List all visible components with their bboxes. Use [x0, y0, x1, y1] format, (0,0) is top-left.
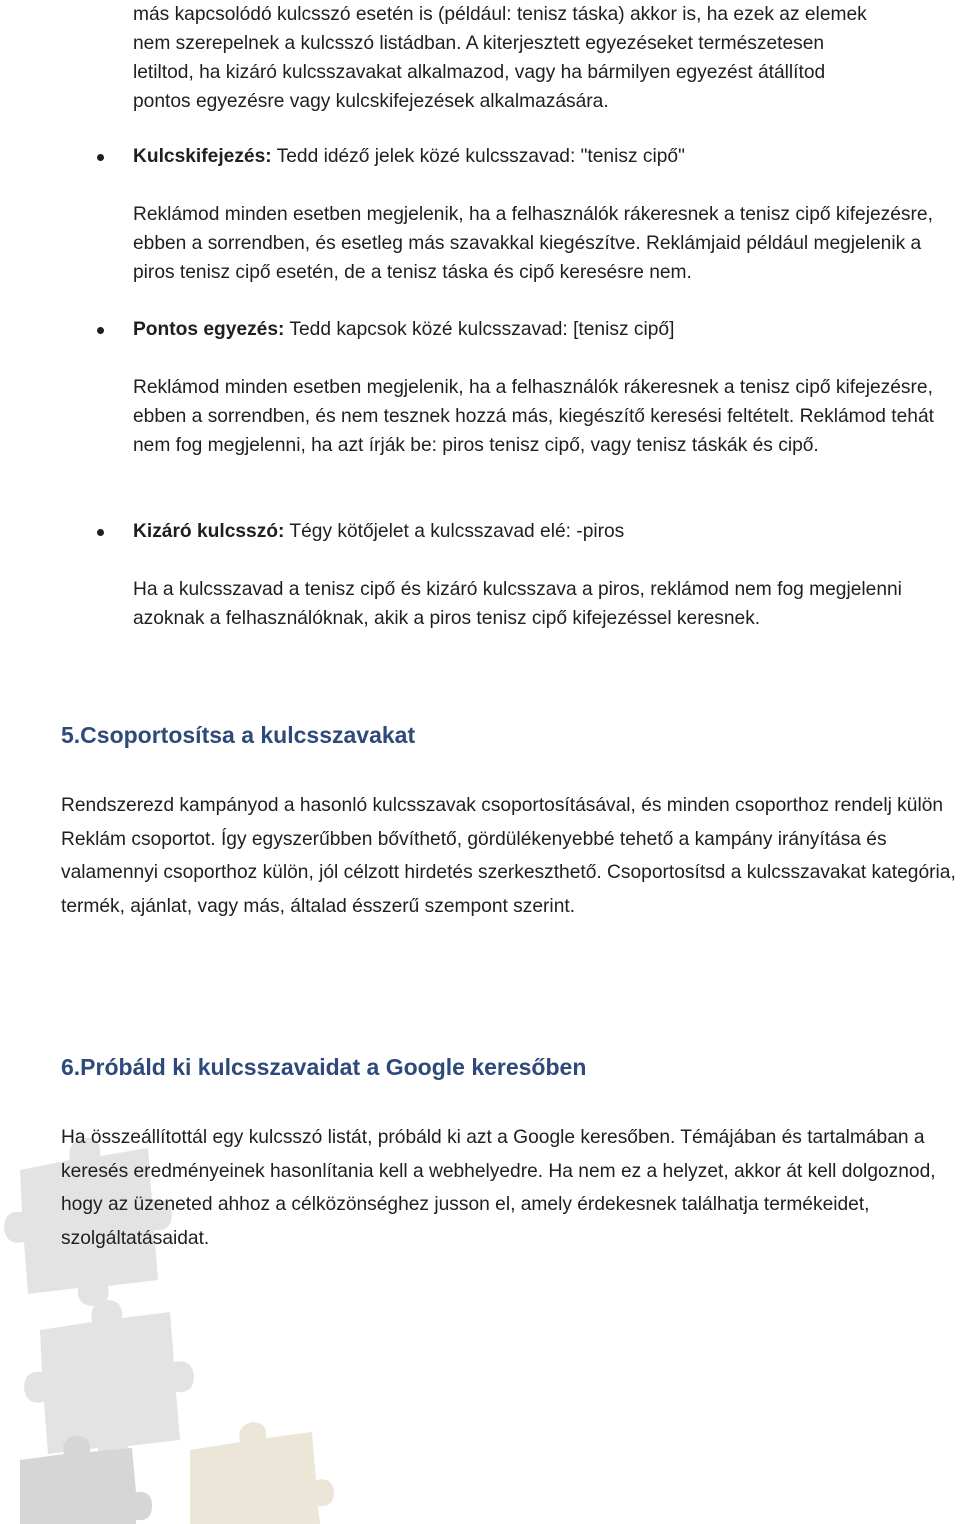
section-title: 5.Csoportosítsa a kulcsszavakat	[61, 722, 416, 748]
intro-paragraph	[133, 0, 953, 116]
bullet-heading	[133, 315, 953, 344]
bullet-icon	[97, 154, 104, 161]
bullet-item-pontos-egyezes	[133, 315, 953, 460]
bullet-heading	[133, 517, 953, 546]
section-title: 6.Próbáld ki kulcsszavaidat a Google keresőben	[61, 1054, 587, 1080]
section-paragraph: Rendszerezd kampányod a hasonló kulcsszavak csoportosításával, és minden csoporthoz rendelj külön Reklám csoportot. Így egyszerűbben bővíthető, gördülékenyebbé tehető a kampány irányítása és valamennyi csoporthoz külön, jól célzott hirdetés szerkeszthető. Csoportosítsd a kulcsszavakat kategória, termék, ajánlat, vagy más, általad ésszerű szempont szerint.	[61, 795, 956, 917]
bullet-label: Pontos egyezés:	[133, 319, 285, 340]
bullet-icon	[97, 529, 104, 536]
bullet-body: Reklámod minden esetben megjelenik, ha a felhasználók rákeresnek a tenisz cipő kifejezésre, ebben a sorrendben, és nem tesznek hozzá más, kiegészítő keresési feltételt. Reklámod tehát nem fog megjelenni, ha azt írják be: piros tenisz cipő, vagy tenisz táskák és cipő.	[133, 377, 934, 456]
bullet-rule: Tedd idéző jelek közé kulcsszavad: "tenisz cipő"	[271, 146, 685, 167]
bullet-item-kulcskifejezes	[133, 142, 953, 287]
bullet-body: Ha a kulcsszavad a tenisz cipő és kizáró kulcsszava a piros, reklámod nem fog megjelenni azoknak a felhasználóknak, akik a piros tenisz cipő kifejezéssel keresnek.	[133, 579, 902, 629]
section-paragraph: Ha összeállítottál egy kulcsszó listát, próbáld ki azt a Google keresőben. Témájában és tartalmában a keresés eredményeinek hasonlítania kell a webhelyedre. Ha nem ez a helyzet, akkor át kell dolgoznod, hogy az üzeneted ahhoz a célközönséghez jusson el, amely érdekesnek találhatja termékeidet, szolgáltatásaidat.	[61, 1127, 936, 1249]
bullet-heading	[133, 142, 953, 171]
intro-line: letiltod, ha kizáró kulcsszavakat alkalmazod, vagy ha bármilyen egyezést átállítod	[133, 62, 826, 83]
intro-line: pontos egyezésre vagy kulcskifejezések alkalmazására.	[133, 91, 609, 112]
bullet-item-kizaro-kulcsszo	[133, 517, 953, 633]
bullet-label: Kulcskifejezés:	[133, 146, 272, 167]
bullet-label: Kizáró kulcsszó:	[133, 521, 285, 542]
bullet-rule: Tedd kapcsok közé kulcsszavad: [tenisz cipő]	[284, 319, 675, 340]
bullet-body: Reklámod minden esetben megjelenik, ha a felhasználók rákeresnek a tenisz cipő kifejezésre, ebben a sorrendben, és esetleg más szavakkal kiegészítve. Reklámjaid például megjelenik a piros tenisz cipő esetén, de a tenisz táska és cipő keresésre nem.	[133, 204, 933, 283]
bullet-rule: Tégy kötőjelet a kulcsszavad elé: -piros	[284, 521, 625, 542]
bullet-icon	[97, 327, 104, 334]
intro-line: nem szerepelnek a kulcsszó listádban. A kiterjesztett egyezéseket természetesen	[133, 33, 825, 54]
intro-line: más kapcsolódó kulcsszó esetén is (például: tenisz táska) akkor is, ha ezek az elemek	[133, 4, 867, 25]
